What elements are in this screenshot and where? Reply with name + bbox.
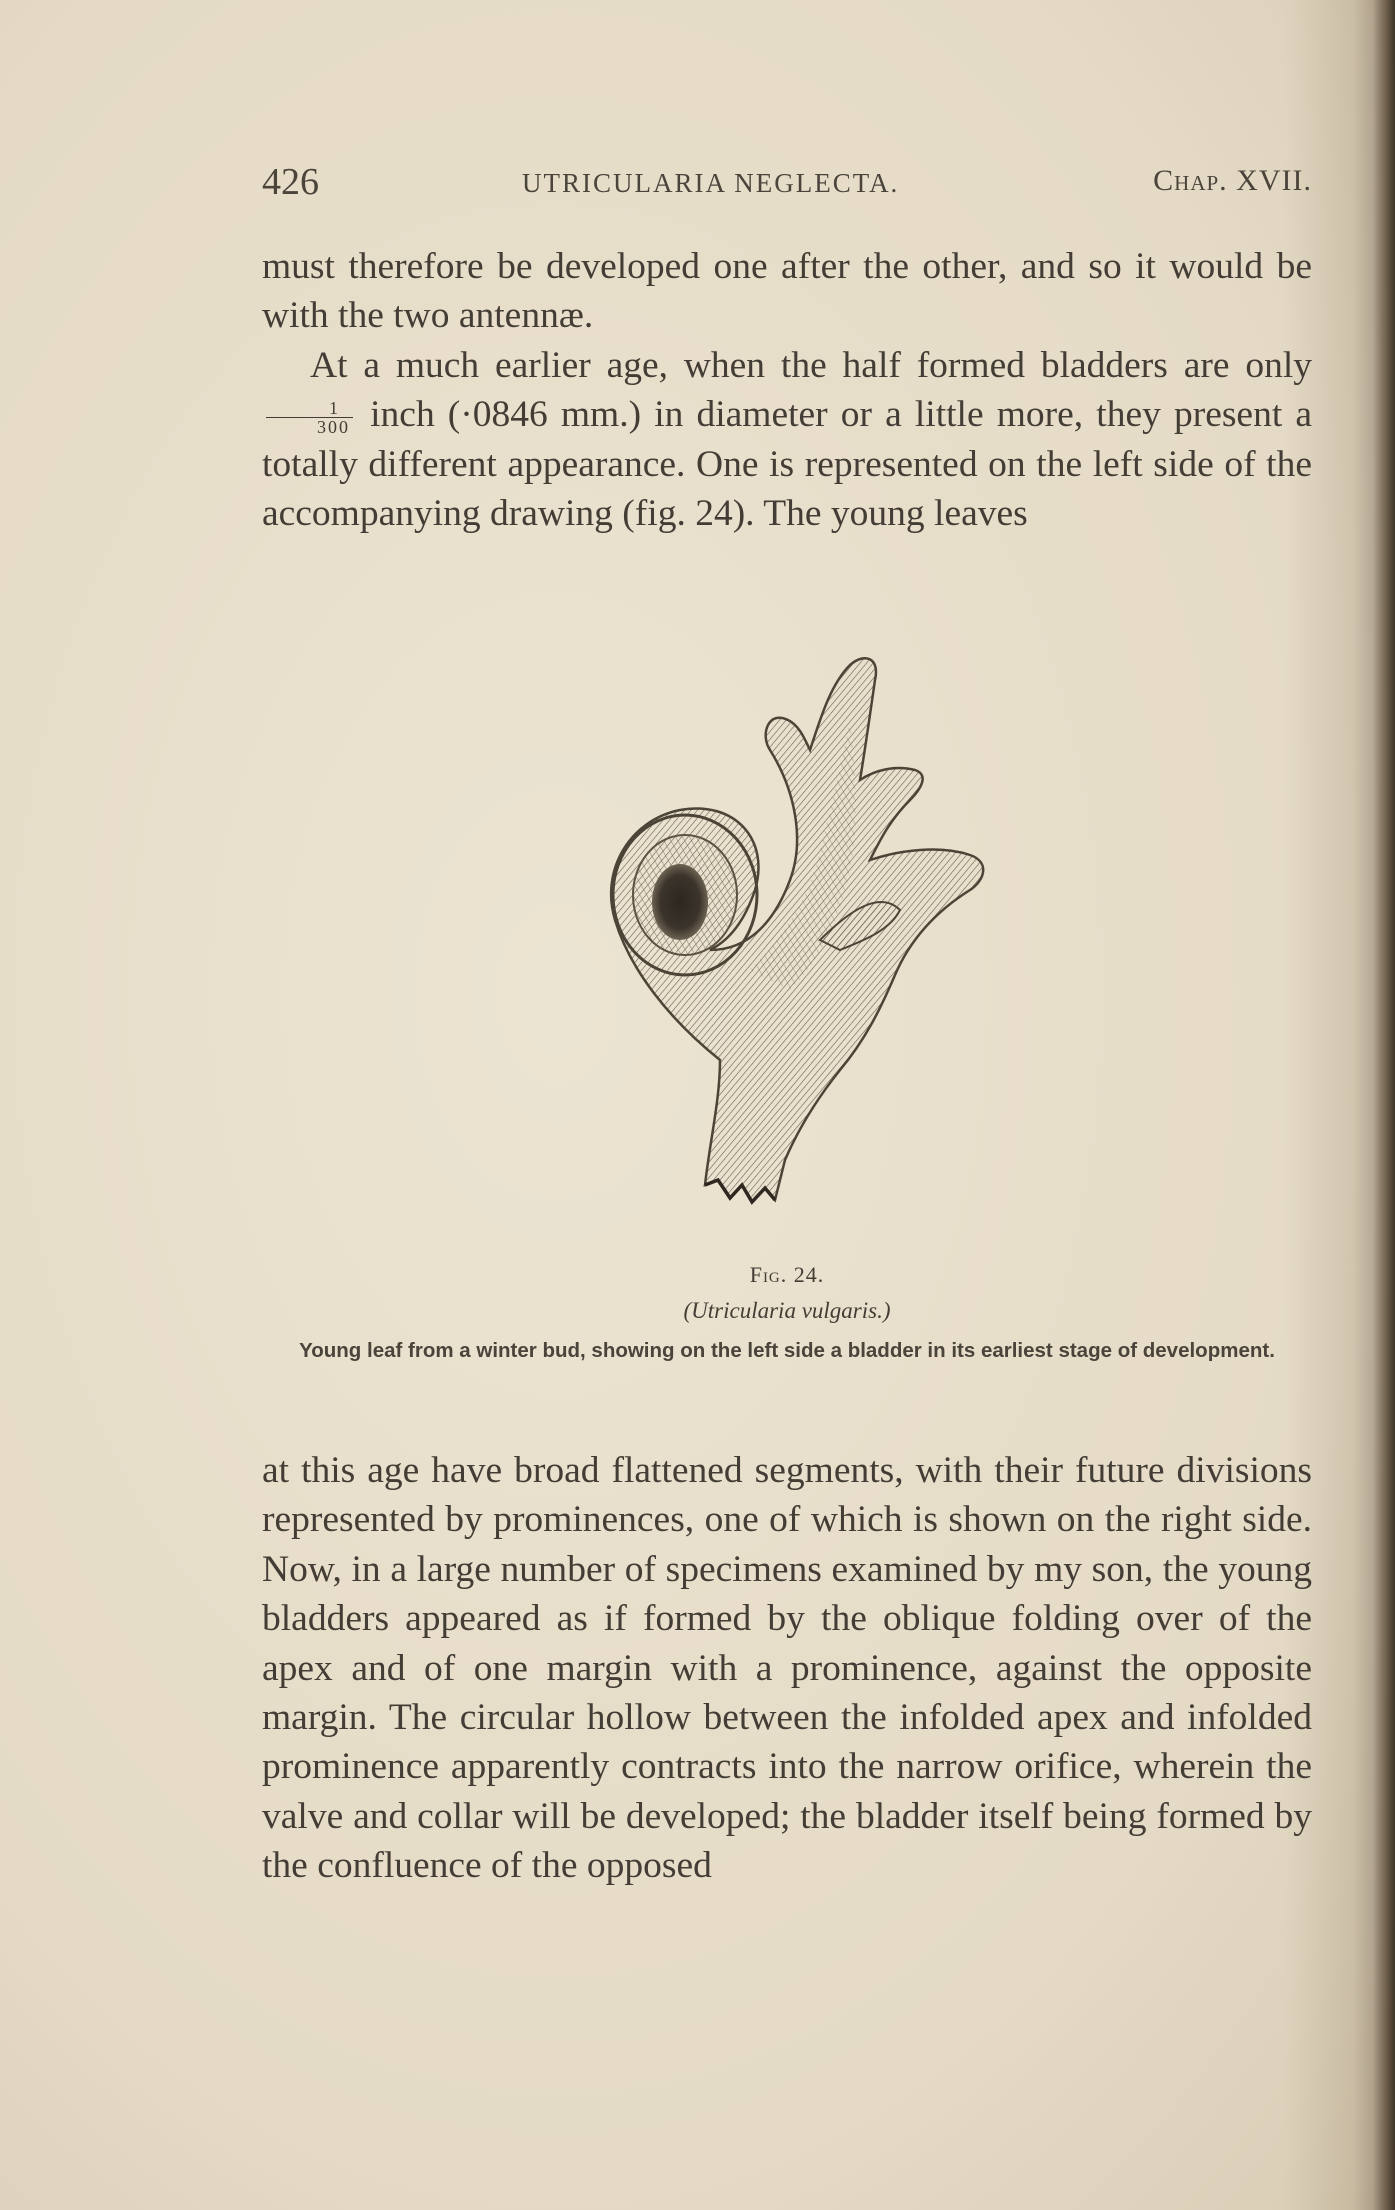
running-title: UTRICULARIA NEGLECTA. (522, 168, 900, 198)
fraction-denominator: 300 (317, 417, 350, 438)
paragraph-3: at this age have broad flattened segments, with their future divisions represented by prominences, one of which is shown on the right side. Now, in a large number of specimens examined by my son, the young bladders appeared as if formed by the oblique folding over of the apex and of one margin with a prominence, against the opposite margin. The circular hollow between the infolded apex and infolded prominence apparently contracts into the narrow orifice, wherein the valve and collar will be developed; the bladder itself being formed by the confluence of the opposed (262, 1450, 1312, 1887)
figure-label: Fig. 24. (749, 1262, 825, 1287)
fraction (266, 399, 353, 436)
spine-shadow (1373, 0, 1395, 2210)
paragraph-2 (262, 341, 1312, 539)
paragraph-2-rest: inch (·0846 mm.) in diameter or a little more, they present a totally different appearance. One is represented on the left side of the accompanying drawing (fig. 24). The young leaves (262, 394, 1312, 535)
chapter-label: Chap. XVII. (1153, 164, 1312, 197)
paragraph-1: must therefore be developed one after the other, and so it would be with the two antennæ. (262, 246, 1312, 337)
fraction-numerator: 1 (266, 399, 353, 418)
bladder-hollow (652, 864, 708, 940)
running-head (262, 160, 1312, 220)
leaf-drawing (520, 640, 1030, 1240)
figure-24-illustration (520, 640, 1030, 1240)
paragraph-2-start: At a much earlier age, when the half formed bladders are only (310, 344, 1312, 386)
body-text-bottom (262, 1446, 1312, 1891)
page-number: 426 (262, 161, 319, 203)
figure-species: (Utricularia vulgaris.) (683, 1298, 891, 1323)
body-text-top (262, 242, 1312, 538)
figure-description: Young leaf from a winter bud, showing on the left side a bladder in its earliest stage of development. (299, 1339, 1275, 1362)
